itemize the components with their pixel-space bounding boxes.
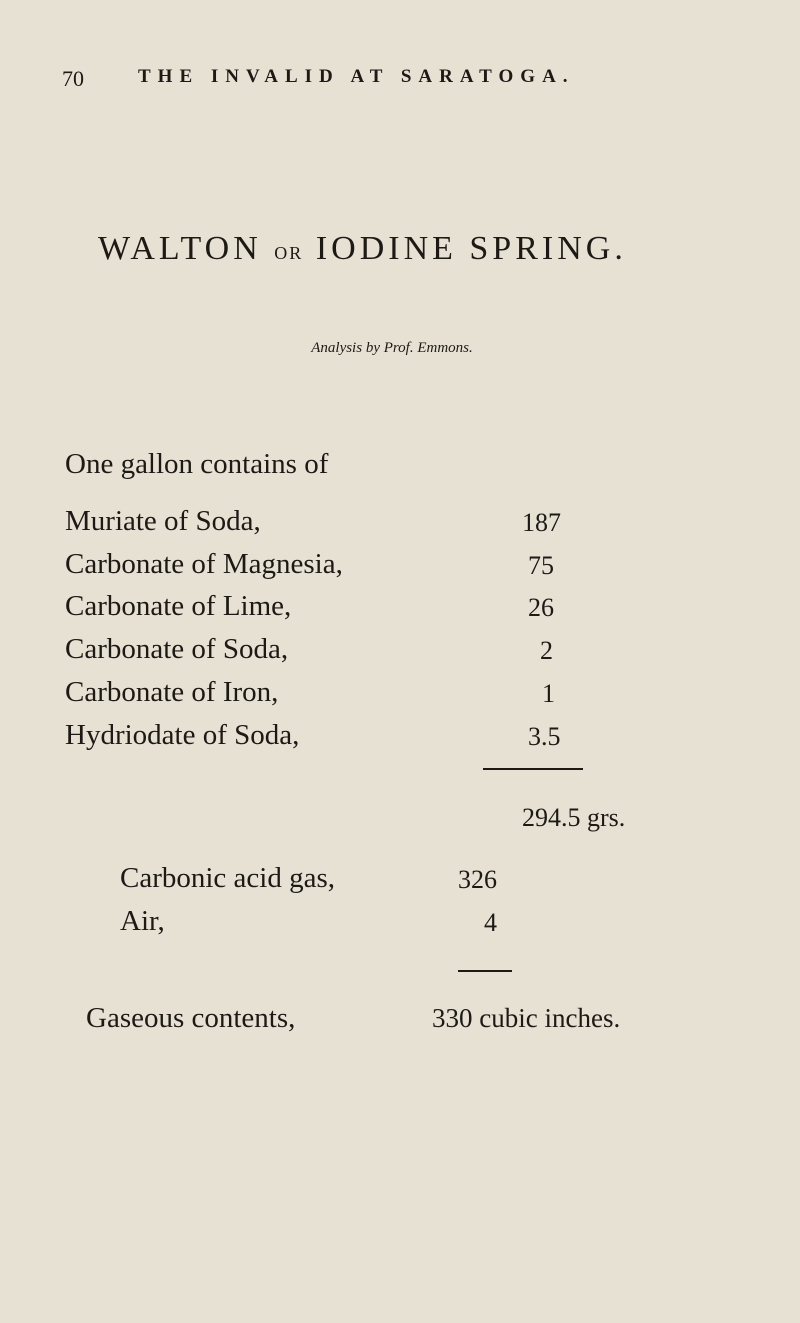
constituent-value: 3.5 bbox=[528, 722, 561, 751]
attribution-text: Analysis by Prof. Emmons. bbox=[311, 340, 473, 356]
constituent-name: Hydriodate of Soda, bbox=[65, 719, 300, 751]
constituent-value: 187 bbox=[522, 508, 561, 537]
constituent-name: Carbonate of Iron, bbox=[65, 676, 279, 708]
constituent-name: Carbonate of Magnesia, bbox=[65, 548, 343, 580]
page-number: 70 bbox=[62, 66, 84, 91]
running-title: THE INVALID AT SARATOGA. bbox=[138, 66, 575, 87]
constituent-value: 1 bbox=[542, 679, 555, 708]
constituent-value: 2 bbox=[540, 636, 553, 665]
gallon-intro: One gallon contains of bbox=[65, 448, 329, 480]
spring-title-connector: OR bbox=[274, 243, 304, 263]
constituent-value: 75 bbox=[528, 551, 554, 580]
running-head bbox=[62, 66, 762, 100]
analysis-attribution bbox=[0, 340, 800, 357]
constituent-value: 26 bbox=[528, 593, 554, 622]
gaseous-contents-label: Gaseous contents, bbox=[86, 1002, 296, 1034]
gas-name: Carbonic acid gas, bbox=[120, 862, 336, 894]
constituent-name: Muriate of Soda, bbox=[65, 505, 261, 537]
gas-name: Air, bbox=[120, 905, 165, 937]
spring-title-part1: WALTON bbox=[98, 230, 262, 267]
gaseous-contents-value: 330 cubic inches. bbox=[432, 1003, 621, 1033]
gas-sum-rule bbox=[458, 970, 512, 972]
gas-value: 4 bbox=[484, 908, 497, 937]
spring-title-part2: IODINE SPRING. bbox=[315, 230, 627, 267]
solids-total: 294.5 grs. bbox=[522, 803, 626, 832]
sum-rule bbox=[483, 768, 583, 770]
constituent-name: Carbonate of Lime, bbox=[65, 590, 292, 622]
spring-title bbox=[98, 230, 627, 268]
constituent-name: Carbonate of Soda, bbox=[65, 633, 289, 665]
gas-value: 326 bbox=[458, 865, 497, 894]
